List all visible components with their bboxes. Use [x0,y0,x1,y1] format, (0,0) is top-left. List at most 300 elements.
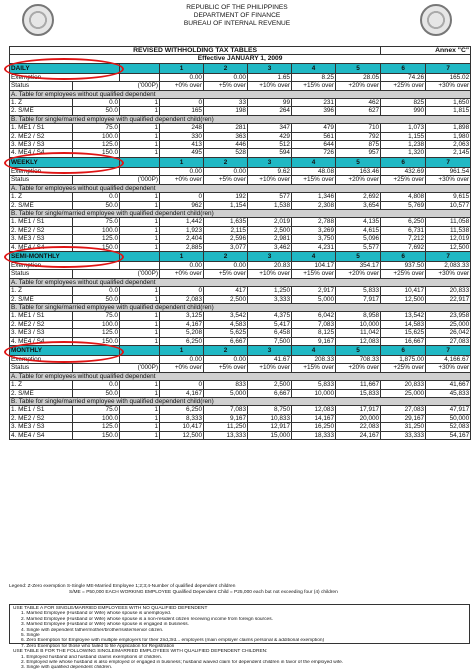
bracket-value: 14,167 [292,414,336,422]
bracket-value: 1 [120,99,160,107]
note-line: 3. Married Employee (Husband or Wife) whose spouse is engaged in business. [21,622,189,628]
exemption-amount: 125.0 [73,235,120,243]
exemption-value: 165.02 [426,73,471,81]
bracket-number: 3 [248,157,292,167]
bracket-value: 10,417 [160,423,204,431]
bracket-value: 5,000 [204,389,248,397]
bracket-number: 7 [426,346,471,356]
exemption-value: 163.46 [336,167,381,175]
over-rate-label: +20% over [336,270,381,278]
bracket-value: 13,333 [204,431,248,439]
over-rate-label: +30% over [426,364,471,372]
bracket-number: 5 [336,63,381,73]
exemption-value: 961.54 [426,167,471,175]
bracket-value: 20,833 [426,287,471,295]
bracket-value: 1 [120,295,160,303]
bracket-value: 1 [120,243,160,251]
bracket-value: 3,125 [160,312,204,320]
bracket-value: 2,115 [204,226,248,234]
note-line: USE TABLE A FOR SINGLE/MARRIED EMPLOYEES WITH NO QUALIFIED DEPENDENT [13,606,208,611]
exemption-value: 0.00 [204,261,248,269]
table-a-subheader [10,278,471,286]
unit-label: ('000P) [73,270,160,278]
note-line: 3. Single with qualified dependent children. [21,665,113,671]
bracket-value: 1 [120,312,160,320]
bracket-value: 12,917 [248,423,292,431]
bracket-value: 248 [160,124,204,132]
bracket-value: 825 [381,99,426,107]
bracket-value: 1 [120,218,160,226]
bracket-value: 3,542 [204,312,248,320]
bracket-value: 7,500 [248,337,292,345]
section-name: WEEKLY [10,157,120,167]
bracket-value: 5,096 [336,235,381,243]
exemption-value: 0.00 [204,356,248,364]
table-row [10,312,471,320]
bracket-value: 1,635 [204,218,248,226]
bracket-value: 15,000 [248,431,292,439]
exemption-value: 208.33 [292,356,336,364]
bracket-number: 2 [204,251,248,261]
table-row [10,132,471,140]
bracket-value: 2,596 [204,235,248,243]
bracket-number: 5 [336,251,381,261]
bracket-number: 3 [248,346,292,356]
bracket-value: 363 [204,132,248,140]
bracket-value: 17,917 [336,406,381,414]
bracket-value: 413 [160,141,204,149]
document-header [0,0,474,46]
legend-line-2: S/ME = P50,000 EACH WORKING EMPLOYEE Qualified Dependent Child = P25,000 each but not exceeding four (4) children [69,589,338,595]
bracket-value: 0 [160,381,204,389]
exemption-amount: 150.0 [73,431,120,439]
status-code: 4. ME4 / S4 [10,149,73,157]
bracket-value: 9,167 [204,414,248,422]
section-name: DAILY [10,63,120,73]
bracket-value: 6,731 [381,226,426,234]
table-a-label: A. Table for employees without qualified dependent [10,372,471,380]
bracket-value: 22,083 [336,423,381,431]
table-row [10,124,471,132]
bracket-value: 4,615 [336,226,381,234]
bracket-value: 10,833 [248,414,292,422]
table-a-subheader [10,90,471,98]
bracket-number: 7 [426,251,471,261]
bracket-value: 2,500 [248,381,292,389]
bracket-value: 5,000 [292,295,336,303]
table-row [10,226,471,234]
bracket-value: 20,000 [336,414,381,422]
bracket-value: 1 [120,149,160,157]
over-rate-label: +5% over [204,364,248,372]
bracket-value: 561 [292,132,336,140]
bracket-value: 1 [120,381,160,389]
bracket-value: 1 [120,406,160,414]
exemption-value: 74.26 [381,73,426,81]
bracket-value: 512 [248,141,292,149]
bracket-value: 4,808 [381,193,426,201]
bracket-value: 1,980 [426,132,471,140]
bracket-value: 4,135 [336,218,381,226]
table-b-subheader [10,303,471,311]
blank-cell [120,63,160,73]
bracket-number: 4 [292,251,336,261]
over-rate-label: +10% over [248,176,292,184]
bracket-value: 3,750 [292,235,336,243]
bracket-value: 0 [160,287,204,295]
exemption-amount: 50.0 [73,201,120,209]
bracket-value: 231 [292,99,336,107]
header-line-2: DEPARTMENT OF FINANCE [193,12,281,19]
exemption-amount: 100.0 [73,320,120,328]
bracket-value: 957 [336,149,381,157]
bracket-value: 1,923 [160,226,204,234]
bracket-value: 23,958 [426,312,471,320]
legend [9,584,470,595]
exemption-value: 354.17 [336,261,381,269]
status-code: 3. ME3 / S3 [10,235,73,243]
exemption-value: 41.67 [248,356,292,364]
table-b-label: B. Table for single/married employee with qualified dependent child(ren) [10,115,471,123]
bracket-value: 4,583 [204,320,248,328]
exemption-amount: 100.0 [73,414,120,422]
status-code: 1. Z [10,287,73,295]
section-name: SEMI-MONTHLY [10,251,120,261]
over-rate-label: +25% over [381,364,426,372]
bracket-value: 12,500 [160,431,204,439]
bracket-value: 22,917 [426,295,471,303]
bracket-value: 6,042 [292,312,336,320]
note-line: 4. Single with dependent father/mother/brother/sister/senior citizen. [21,627,164,633]
exemption-value: 48.08 [292,167,336,175]
exemption-amount: 75.0 [73,218,120,226]
bracket-value: 0 [160,99,204,107]
exemption-value: 0.00 [204,167,248,175]
bracket-value: 4,231 [292,243,336,251]
note-line: 7. Zero Exemption for those who failed to file Application for Registration [21,643,175,649]
exemption-label: Exemption [10,356,120,364]
bracket-value: 2,019 [248,218,292,226]
status-code: 2. S/ME [10,295,73,303]
status-code: 1. ME1 / S1 [10,406,73,414]
bracket-value: 10,417 [381,287,426,295]
bracket-value: 12,083 [292,406,336,414]
bracket-value: 833 [204,381,248,389]
table-title: REVISED WITHHOLDING TAX TABLES [10,47,381,55]
status-code: 2. ME2 / S2 [10,320,73,328]
blank-cell [120,261,160,269]
bracket-value: 1,320 [381,149,426,157]
note-line: 5. Single [21,633,40,639]
status-code: 1. ME1 / S1 [10,124,73,132]
table-row [10,107,471,115]
bracket-value: 29,167 [381,414,426,422]
table-b-subheader [10,115,471,123]
exemption-label: Exemption [10,167,120,175]
bracket-value: 990 [381,107,426,115]
bracket-number: 6 [381,251,426,261]
bracket-value: 3,269 [292,226,336,234]
table-row [10,389,471,397]
exemption-amount: 75.0 [73,312,120,320]
bracket-value: 8,125 [292,329,336,337]
status-label: Status [10,270,73,278]
bracket-value: 1 [120,329,160,337]
exemption-amount: 0.0 [73,99,120,107]
table-row [10,423,471,431]
over-rate-label: +5% over [204,270,248,278]
status-code: 4. ME4 / S4 [10,337,73,345]
status-code: 4. ME4 / S4 [10,243,73,251]
bracket-value: 2,981 [248,235,292,243]
bracket-value: 5,833 [292,381,336,389]
table-row [10,287,471,295]
table-row [10,141,471,149]
bracket-value: 710 [336,124,381,132]
bracket-value: 1,073 [381,124,426,132]
blank-cell [120,73,160,81]
bracket-number: 2 [204,157,248,167]
over-rate-label: +30% over [426,82,471,90]
unit-label: ('000P) [73,176,160,184]
red-annotation-oval [4,341,124,363]
bracket-value: 27,083 [426,337,471,345]
bracket-value: 27,083 [381,406,426,414]
bracket-value: 577 [248,193,292,201]
bracket-number: 3 [248,63,292,73]
over-rate-label: +0% over [160,270,204,278]
bracket-value: 726 [292,149,336,157]
bracket-value: 8,333 [160,414,204,422]
bracket-value: 1,346 [292,193,336,201]
bracket-value: 1,538 [248,201,292,209]
bracket-value: 1 [120,107,160,115]
exemption-amount: 125.0 [73,141,120,149]
table-b-subheader [10,398,471,406]
bracket-value: 1 [120,423,160,431]
blank-cell [120,346,160,356]
table-a-label: A. Table for employees without qualified dependent [10,90,471,98]
exemption-amount: 50.0 [73,107,120,115]
status-code: 1. Z [10,193,73,201]
bracket-number: 7 [426,63,471,73]
bracket-value: 12,019 [426,235,471,243]
exemption-value: 28.05 [336,73,381,81]
bracket-value: 1 [120,337,160,345]
exemption-value: 104.17 [292,261,336,269]
bracket-value: 11,538 [426,226,471,234]
legend-line-1: Legend: Z-Zero exemption S-Single ME-Married Employee 1;2;3;4-Number of qualified dependent children [9,584,236,589]
bracket-value: 33 [204,99,248,107]
bracket-value: 7,083 [292,320,336,328]
table-b-label: B. Table for single/married employee with qualified dependent child(ren) [10,209,471,217]
status-code: 2. S/ME [10,201,73,209]
exemption-value: 4,166.67 [426,356,471,364]
bracket-value: 5,208 [160,329,204,337]
bracket-value: 6,250 [160,337,204,345]
bracket-value: 2,500 [248,226,292,234]
bracket-value: 1 [120,193,160,201]
bracket-value: 1 [120,141,160,149]
bracket-value: 2,692 [336,193,381,201]
status-row [10,176,471,184]
status-code: 2. ME2 / S2 [10,226,73,234]
table-row [10,414,471,422]
bracket-number: 3 [248,251,292,261]
bracket-value: 4,167 [160,389,204,397]
table-a-subheader [10,184,471,192]
annex-label: Annex "C" [381,47,471,55]
effective-date: Effective JANUARY 1, 2009 [10,55,471,63]
bracket-value: 12,083 [336,337,381,345]
over-rate-label: +10% over [248,364,292,372]
bracket-value: 3,077 [204,243,248,251]
bracket-value: 495 [160,149,204,157]
table-row [10,218,471,226]
over-rate-label: +5% over [204,176,248,184]
status-code: 4. ME4 / S4 [10,431,73,439]
note-line: 2. Married Employee (Husband or Wife) whose spouse is a non-resident citizen receiving income from foreign sources. [21,616,273,622]
over-rate-label: +15% over [292,270,336,278]
over-rate-label: +5% over [204,82,248,90]
over-rate-label: +30% over [426,176,471,184]
bracket-value: 14,583 [381,320,426,328]
bracket-value: 192 [204,193,248,201]
bracket-number: 1 [160,157,204,167]
bracket-value: 15,833 [336,389,381,397]
table-title-row [10,47,471,55]
bracket-value: 1,650 [426,99,471,107]
bracket-value: 6,667 [248,389,292,397]
bracket-value: 2,063 [426,141,471,149]
status-code: 1. Z [10,99,73,107]
bracket-value: 198 [204,107,248,115]
status-row [10,82,471,90]
exemption-amount: 100.0 [73,226,120,234]
table-row [10,320,471,328]
bracket-value: 10,000 [292,389,336,397]
exemption-label: Exemption [10,261,120,269]
exemption-label: Exemption [10,73,120,81]
bracket-value: 31,250 [381,423,426,431]
bracket-value: 6,458 [248,329,292,337]
status-code: 2. ME2 / S2 [10,132,73,140]
exemption-amount: 100.0 [73,132,120,140]
bracket-value: 479 [292,124,336,132]
bracket-value: 2,083 [160,295,204,303]
table-row [10,329,471,337]
table-row [10,295,471,303]
bracket-value: 1,815 [426,107,471,115]
note-line: USE TABLE B FOR THE FOLLOWING SINGLE/MARRIED EMPLOYEES WITH QUALIFIED DEPENDENT CHILDREN: [13,649,268,655]
bracket-value: 5,625 [204,329,248,337]
bracket-value: 330 [160,132,204,140]
bracket-number: 4 [292,157,336,167]
bracket-value: 5,577 [336,243,381,251]
exemption-amount: 75.0 [73,406,120,414]
bracket-value: 264 [248,107,292,115]
bracket-value: 6,250 [160,406,204,414]
bracket-value: 99 [248,99,292,107]
bracket-number: 1 [160,63,204,73]
bracket-number: 4 [292,63,336,73]
table-row [10,431,471,439]
bracket-value: 2,917 [292,287,336,295]
bracket-number: 4 [292,346,336,356]
table-b-label: B. Table for single/married employee with qualified dependent child(ren) [10,398,471,406]
status-code: 3. ME3 / S3 [10,141,73,149]
bracket-value: 6,250 [381,218,426,226]
bracket-value: 24,167 [336,431,381,439]
bracket-value: 429 [248,132,292,140]
bracket-number: 2 [204,63,248,73]
table-a-label: A. Table for employees without qualified dependent [10,278,471,286]
exemption-amount: 150.0 [73,243,120,251]
bracket-value: 25,000 [381,389,426,397]
bracket-value: 11,058 [426,218,471,226]
bracket-value: 20,833 [381,381,426,389]
bracket-number: 5 [336,346,381,356]
over-rate-label: +0% over [160,82,204,90]
bracket-value: 2,404 [160,235,204,243]
status-code: 2. S/ME [10,107,73,115]
exemption-value: 8.25 [292,73,336,81]
status-code: 1. Z [10,381,73,389]
note-line: 2. Employed wife whose husband is also employed or engaged in business; husband waived claim for dependent children in favor of the employed wife. [21,660,344,666]
bracket-number: 6 [381,346,426,356]
bracket-value: 165 [160,107,204,115]
bracket-value: 1,238 [381,141,426,149]
bracket-value: 594 [248,149,292,157]
blank-cell [120,251,160,261]
header-line-3: BUREAU OF INTERNAL REVENUE [183,20,291,27]
bracket-value: 2,500 [204,295,248,303]
over-rate-label: +25% over [381,82,426,90]
bracket-value: 1 [120,132,160,140]
status-code: 1. ME1 / S1 [10,218,73,226]
exemption-value: 0.00 [160,356,204,364]
over-rate-label: +15% over [292,82,336,90]
usage-notes [9,604,470,671]
exemption-value: 0.00 [160,261,204,269]
bracket-value: 281 [204,124,248,132]
status-code: 2. ME2 / S2 [10,414,73,422]
unit-label: ('000P) [73,364,160,372]
status-row [10,270,471,278]
exemption-value: 0.00 [160,167,204,175]
blank-cell [120,167,160,175]
bracket-value: 1,155 [381,132,426,140]
bracket-value: 10,577 [426,201,471,209]
bracket-value: 1 [120,414,160,422]
status-code: 3. ME3 / S3 [10,329,73,337]
bracket-value: 417 [204,287,248,295]
table-b-label: B. Table for single/married employee with qualified dependent child(ren) [10,303,471,311]
exemption-value: 708.33 [336,356,381,364]
bracket-value: 7,212 [381,235,426,243]
bracket-value: 50,000 [426,414,471,422]
over-rate-label: +20% over [336,82,381,90]
status-label: Status [10,176,73,184]
exemption-amount: 125.0 [73,423,120,431]
exemption-amount: 150.0 [73,149,120,157]
over-rate-label: +15% over [292,364,336,372]
blank-cell [120,157,160,167]
exemption-value: 937.50 [381,261,426,269]
section-name: MONTHLY [10,346,120,356]
exemption-value: 1.65 [248,73,292,81]
bracket-value: 5,417 [248,320,292,328]
